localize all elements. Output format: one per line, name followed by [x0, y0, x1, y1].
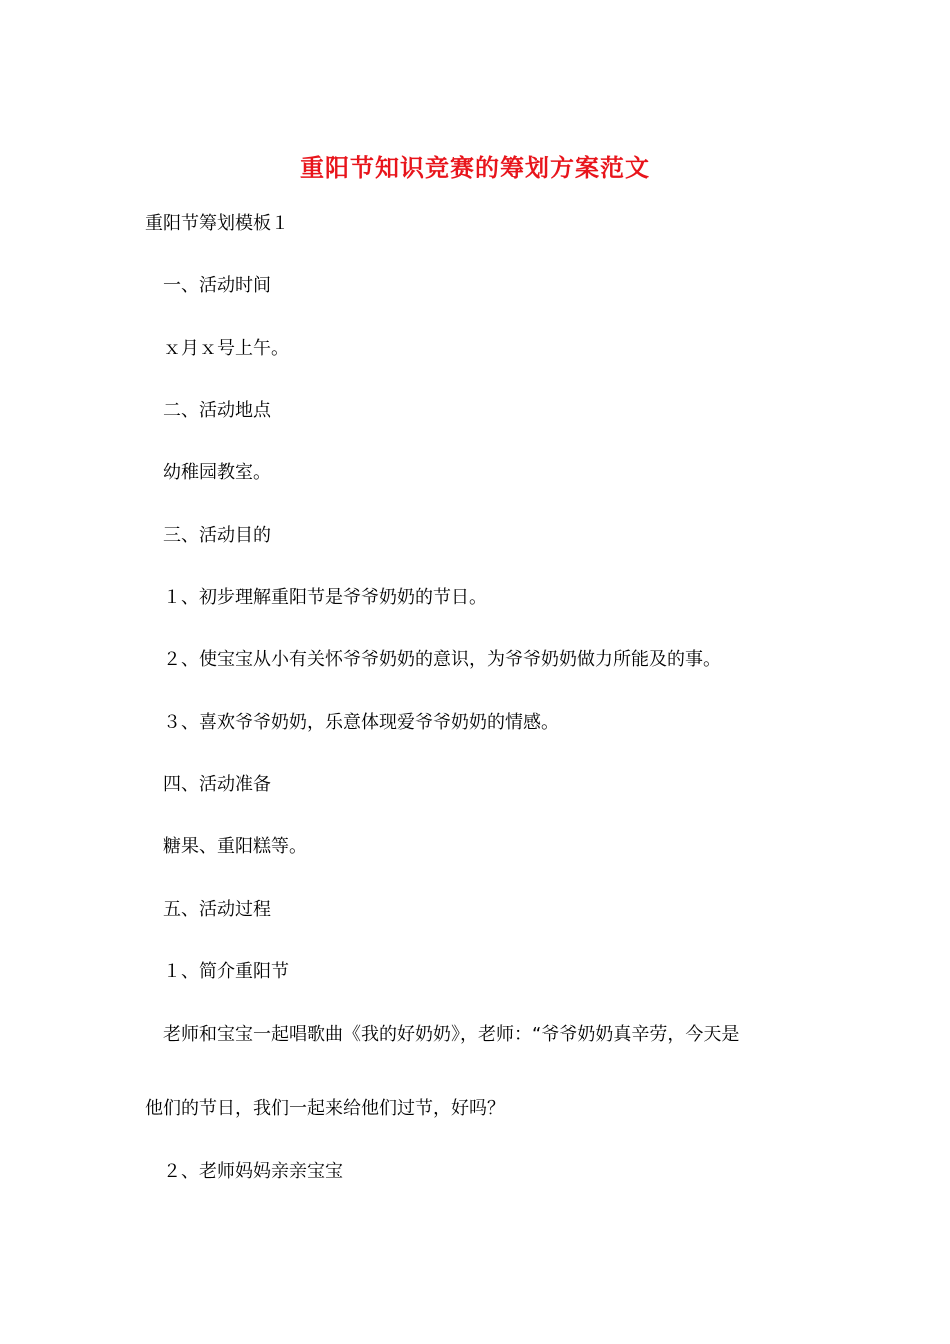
paragraph-process-text-line-1: 老师和宝宝一起唱歌曲《我的好奶奶》，老师：“爷爷奶奶真辛劳，今天是: [163, 1024, 740, 1045]
list-item-purpose-3: ３、喜欢爷爷奶奶，乐意体现爱爷爷奶奶的情感。: [163, 712, 559, 733]
heading-activity-location: 二、活动地点: [163, 400, 271, 421]
heading-activity-time: 一、活动时间: [163, 275, 271, 296]
heading-activity-purpose: 三、活动目的: [163, 525, 271, 546]
paragraph-preparation-value: 糖果、重阳糕等。: [163, 836, 307, 857]
list-item-process-1: １、简介重阳节: [163, 961, 289, 982]
list-item-process-2: ２、老师妈妈亲亲宝宝: [163, 1161, 343, 1182]
document-title: 重阳节知识竞赛的筹划方案范文: [300, 153, 650, 182]
heading-activity-process: 五、活动过程: [163, 899, 271, 920]
paragraph-time-value: ｘ月ｘ号上午。: [163, 338, 289, 359]
paragraph-location-value: 幼稚园教室。: [163, 462, 271, 483]
section-subtitle: 重阳节筹划模板１: [145, 213, 289, 234]
list-item-purpose-2: ２、使宝宝从小有关怀爷爷奶奶的意识，为爷爷奶奶做力所能及的事。: [163, 649, 721, 670]
heading-activity-preparation: 四、活动准备: [163, 774, 271, 795]
list-item-purpose-1: １、初步理解重阳节是爷爷奶奶的节日。: [163, 587, 487, 608]
paragraph-process-text-line-2: 他们的节日，我们一起来给他们过节，好吗？: [145, 1098, 505, 1119]
